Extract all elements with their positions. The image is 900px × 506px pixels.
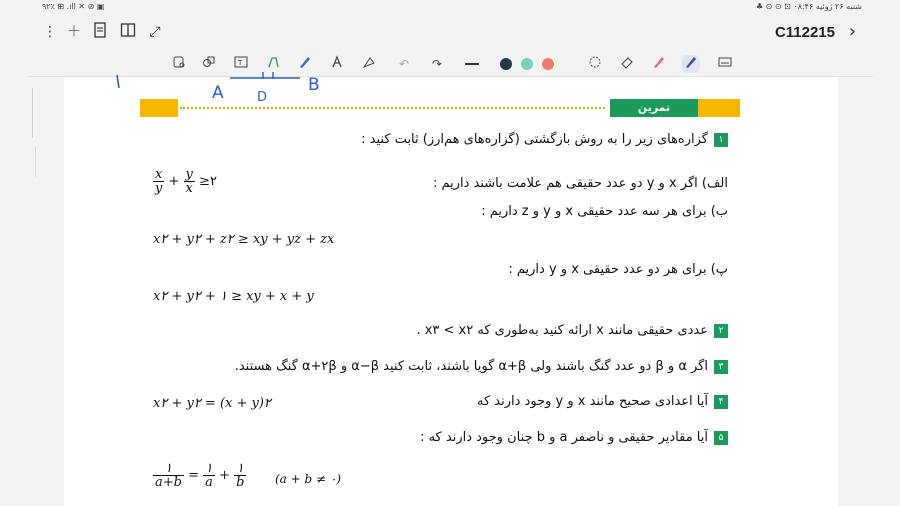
- numerator: ۱: [153, 462, 184, 476]
- redo-icon[interactable]: ↷: [431, 57, 443, 71]
- pen-active-icon[interactable]: [682, 55, 700, 73]
- status-bar: [0, 0, 900, 16]
- exercise-5: [420, 430, 728, 445]
- selection-icon[interactable]: [360, 55, 378, 73]
- formula-1c: x۲ + y۲ + ۱ ≥ xy + x + y: [153, 289, 314, 304]
- undo-icon[interactable]: ↶: [398, 57, 410, 71]
- lasso-circle-icon[interactable]: [586, 55, 604, 73]
- denominator: x: [185, 181, 193, 196]
- handwriting-letter-d: D: [257, 90, 268, 102]
- handwriting-letter-a: A: [212, 83, 224, 102]
- color-swatch-dark[interactable]: [500, 58, 512, 70]
- denominator: a+b: [155, 475, 182, 490]
- exercise-number: ۵: [714, 431, 728, 445]
- exercise-banner: [140, 99, 740, 117]
- numerator: ۱: [234, 462, 246, 476]
- left-margin: [0, 77, 64, 506]
- right-margin: [838, 77, 900, 506]
- stroke-width-icon[interactable]: [465, 63, 479, 65]
- marker-icon[interactable]: [650, 55, 668, 73]
- exercise-text: آیا اعدادی صحیح مانند x و y وجود دارند که: [477, 394, 708, 409]
- status-right-clock: شنبه ۲۶ ژوئیه ۰۸:۴۶ ⊡ ⊙ ⊙ ♣: [755, 2, 862, 11]
- formula-1a: $\frac{x}{y}$ + $\frac{y}{x}$ ≥۲: [155, 167, 217, 196]
- exercise-number: ۴: [714, 395, 728, 409]
- shapes-icon[interactable]: [200, 55, 218, 73]
- exercise-number: ۲: [714, 324, 728, 338]
- handwriting-annotation[interactable]: [100, 72, 350, 102]
- exercise-text: آیا مقادیر حقیقی و ناصفر a و b چنان وجود دارند که :: [420, 430, 708, 445]
- more-vert-icon[interactable]: ⋮: [43, 24, 57, 40]
- handwriting-letter-b: B: [308, 75, 320, 95]
- exercise-1: [361, 132, 728, 147]
- banner-bar-left: [140, 99, 178, 117]
- chevron-right-icon[interactable]: ›: [848, 21, 856, 42]
- banner-title: تمرین: [610, 99, 698, 117]
- exercise-1c: پ) برای هر دو عدد حقیقی x و y داریم :: [508, 262, 728, 277]
- formula-5-condition: (a + b ≠ ۰): [275, 472, 342, 486]
- numerator: ۱: [203, 462, 215, 476]
- color-swatch-teal[interactable]: [521, 58, 533, 70]
- fraction: [153, 462, 184, 489]
- denominator: b: [236, 475, 245, 490]
- eraser-icon[interactable]: [618, 55, 636, 73]
- denominator: a: [205, 475, 213, 490]
- denominator: y: [155, 181, 163, 196]
- numerator: y: [185, 167, 193, 182]
- color-swatch-coral[interactable]: [542, 58, 554, 70]
- document-icon[interactable]: [90, 22, 110, 42]
- formula-4: x۲ + y۲ = (x + y)۲: [153, 396, 271, 411]
- highlighter-icon[interactable]: [264, 55, 282, 73]
- exercise-text: گزاره‌های زیر را به روش بازگشتی (گزاره‌های هم‌ارز) ثابت کنید :: [361, 132, 708, 147]
- exercise-1b: ب) برای هر سه عدد حقیقی x و y و z داریم :: [481, 204, 728, 219]
- text-box-icon[interactable]: [232, 55, 250, 73]
- fraction: [203, 462, 215, 489]
- pointer-icon[interactable]: [328, 55, 346, 73]
- exercise-2: [416, 323, 728, 338]
- add-icon[interactable]: ＋: [67, 24, 81, 40]
- fraction: [184, 168, 195, 195]
- exercise-4: [477, 394, 728, 409]
- pen-icon[interactable]: [296, 55, 314, 73]
- expand-icon[interactable]: ⤢: [149, 24, 161, 40]
- exercise-number: ۱: [714, 133, 728, 147]
- fraction: [153, 168, 164, 195]
- document-title[interactable]: C112215: [774, 24, 835, 41]
- exercise-text: عددی حقیقی مانند x ارائه کنید به‌طوری که x۳ < x۲ .: [416, 323, 708, 338]
- exercise-number: ۳: [714, 360, 728, 374]
- status-left-indicators: ۹۲٪ ⊞ .ıll ✕ ⊘ ▣: [42, 2, 105, 11]
- keyboard-icon[interactable]: [716, 55, 734, 73]
- banner-dots: [180, 107, 605, 109]
- exercise-1a: الف) اگر x و y دو عدد حقیقی هم علامت باشند داریم :: [432, 176, 728, 191]
- formula-5: $\frac{۱}{a+b}$ = $\frac{۱}{a}$ + $\frac{۱}{b}$: [155, 461, 245, 490]
- numerator: x: [153, 168, 164, 182]
- formula-1b: x۲ + y۲ + z۲ ≥ xy + yz + zx: [153, 232, 335, 247]
- app-bar: [0, 16, 900, 50]
- exercise-3: [235, 359, 728, 374]
- side-handle[interactable]: [30, 88, 33, 138]
- banner-bar-right: [698, 99, 740, 117]
- exercise-text: اگر α و β دو عدد گنگ باشند ولی α+β گویا باشند، ثابت کنید α−β و α+۲β گنگ هستند.: [234, 359, 708, 374]
- book-icon[interactable]: [118, 22, 138, 42]
- formula-1a-rhs: ≥۲: [199, 174, 217, 189]
- side-handle-secondary[interactable]: [34, 147, 36, 177]
- fraction: [234, 462, 246, 489]
- lasso-icon[interactable]: [170, 55, 188, 73]
- svg-text:T: T: [238, 59, 243, 67]
